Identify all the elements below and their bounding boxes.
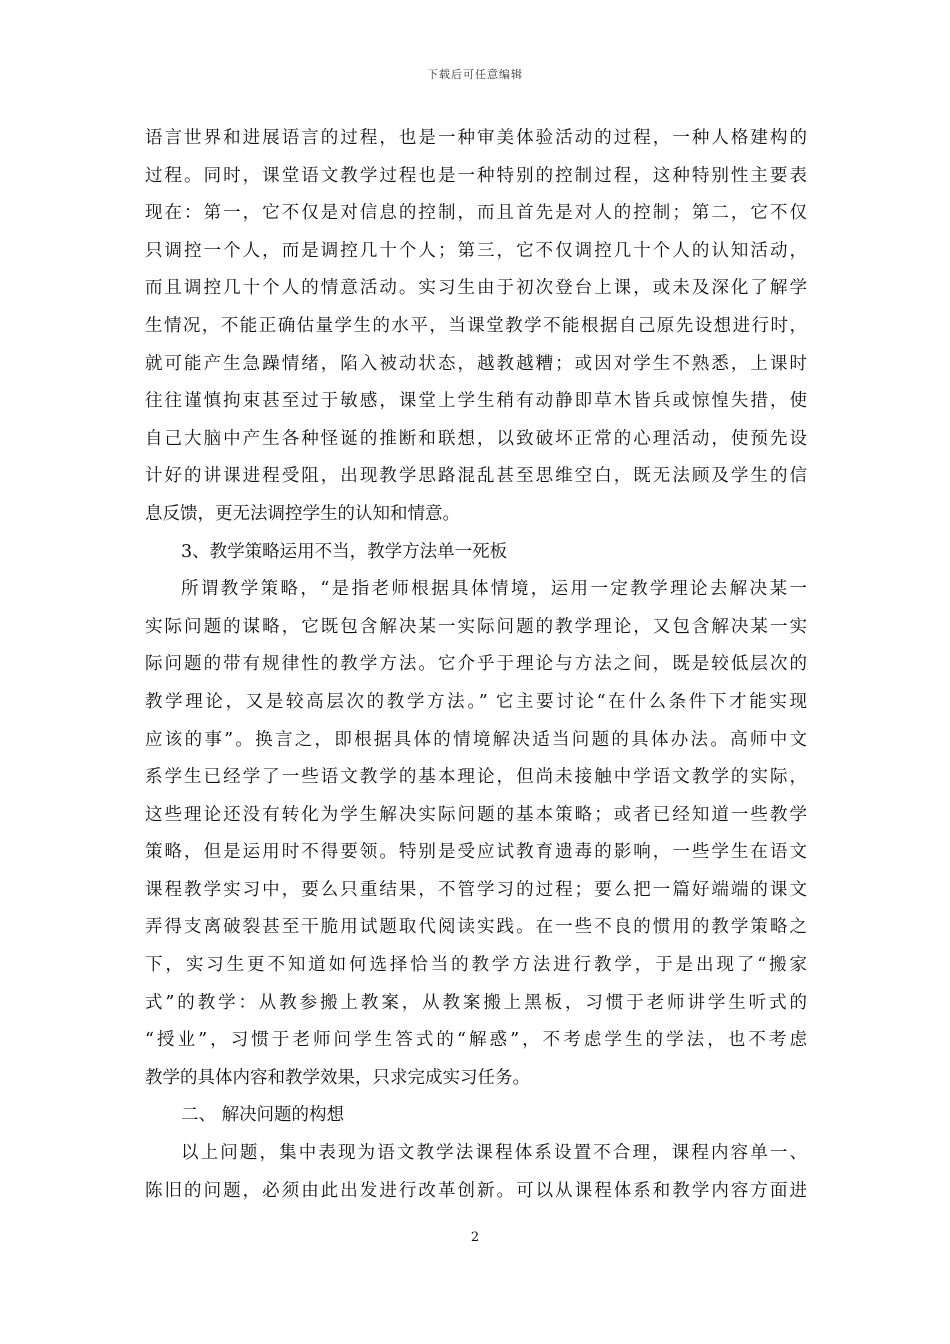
text-line: 现在：第一，它不仅是对信息的控制，而且首先是对人的控制；第二，它不仅 [145, 203, 807, 224]
text-line: 课程教学实习中，要么只重结果，不管学习的过程；要么把一篇好端端的课文 [145, 879, 807, 900]
text-line: 实际问题的谋略，它既包含解决某一实际问题的教学理论，又包含解决某一实 [145, 616, 807, 637]
section-heading: 3、教学策略运用不当，教学方法单一死板 [181, 541, 508, 562]
text-line: 这些理论还没有转化为学生解决实际问题的基本策略；或者已经知道一些教学 [145, 804, 807, 825]
text-line: 教学的具体内容和教学效果，只求完成实习任务。 [145, 1067, 530, 1088]
text-line: 系学生已经学了一些语文教学的基本理论，但尚未接触中学语文教学的实际， [145, 767, 807, 788]
text-line: 而且调控几十个人的情意活动。实习生由于初次登台上课，或未及深化了解学 [145, 278, 807, 299]
text-line: 息反馈，更无法调控学生的认知和情意。 [145, 503, 460, 524]
text-line: 应该的事”。换言之，即根据具体的情境解决适当问题的具体办法。高师中文 [145, 729, 807, 750]
text-line: 往往谨慎拘束甚至过于敏感，课堂上学生稍有动静即草木皆兵或惊惶失措，使 [145, 391, 807, 412]
page-header: 下载后可任意编辑 [427, 68, 523, 81]
page-number: 2 [470, 1230, 480, 1245]
section-heading: 二、 解决问题的构想 [181, 1105, 345, 1126]
text-line: 就可能产生急躁情绪，陷入被动状态，越教越糟；或因对学生不熟悉，上课时 [145, 353, 807, 374]
text-line: 弄得支离破裂甚至干脆用试题取代阅读实践。在一些不良的惯用的教学策略之 [145, 917, 807, 938]
text-line: 式”的教学：从教参搬上教案，从教案搬上黑板，习惯于老师讲学生听式的 [145, 992, 807, 1013]
document-body [145, 120, 807, 1210]
text-line: 过程。同时，课堂语文教学过程也是一种特别的控制过程，这种特别性主要表 [145, 165, 807, 186]
text-line: 语言世界和进展语言的过程，也是一种审美体验活动的过程，一种人格建构的 [145, 128, 807, 148]
text-line: 生情况，不能正确估量学生的水平，当课堂教学不能根据自己原先设想进行时， [145, 315, 807, 336]
text-line: 以上问题，集中表现为语文教学法课程体系设置不合理，课程内容单一、 [181, 1143, 807, 1164]
text-line: 际问题的带有规律性的教学方法。它介乎于理论与方法之间，既是较低层次的 [145, 654, 807, 675]
text-line: 策略，但是运用时不得要领。特别是受应试教育遗毒的影响，一些学生在语文 [145, 842, 807, 863]
text-line: 计好的讲课进程受阻，出现教学思路混乱甚至思维空白，既无法顾及学生的信 [145, 466, 807, 487]
text-line: 下，实习生更不知道如何选择恰当的教学方法进行教学，于是出现了“搬家 [145, 955, 807, 976]
text-line: 所谓教学策略，“是指老师根据具体情境，运用一定教学理论去解决某一 [181, 579, 807, 600]
text-line: 教学理论，又是较高层次的教学方法。” 它主要讨论“在什么条件下才能实现 [145, 691, 807, 712]
text-line: “授业”，习惯于老师问学生答式的“解惑”，不考虑学生的学法，也不考虑 [145, 1030, 807, 1051]
text-line: 只调控一个人，而是调控几十个人；第三，它不仅调控几十个人的认知活动， [145, 240, 807, 261]
text-line: 陈旧的问题，必须由此出发进行改革创新。可以从课程体系和教学内容方面进 [145, 1180, 807, 1201]
text-line: 自己大脑中产生各种怪诞的推断和联想，以致破坏正常的心理活动，使预先设 [145, 428, 807, 449]
